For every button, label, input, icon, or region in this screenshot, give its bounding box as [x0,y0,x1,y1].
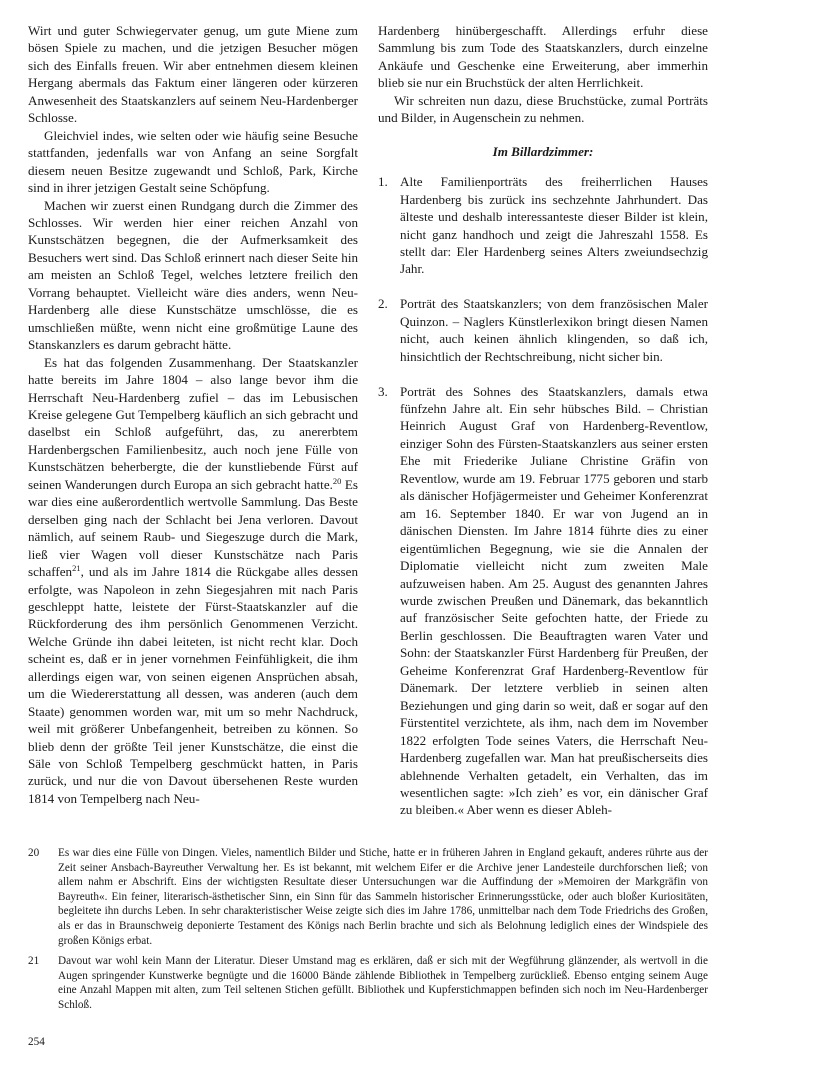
footnote-21 [28,954,708,1012]
footnote-ref-20[interactable]: 20 [332,475,342,486]
page-number: 254 [28,1036,45,1048]
left-column [28,22,358,807]
footnote-text: Davout war wohl kein Mann der Literatur. Dieser Umstand mag es erklären, daß er sich mit der Wegführung glänzender, als wertvoll in die Augen springender Kunstwerke begnügte und die 16000 Bände zählende Bibliothek in Tempelberg zurückließ. Ebenso entging seinem Auge eine Anzahl Mappen mit alten, zum Teil seltenen Stichen gefüllt. Bibliothek und Kupferstichmappen befinden sich noch im Neu-Hardenberger Schloß. [58,955,708,1011]
footnote-number: 20 [28,847,40,859]
paragraph: Hardenberg hinübergeschafft. Allerdings erfuhr diese Sammlung bis zum Tode des Staatskanzlers, durch einzelne Ankäufe und Geschenke eine Erweiterung, aber immerhin blieb sie nur ein Bruchstück der alten Herrlichkeit. [378,23,708,91]
paragraph: Wir schreiten nun dazu, diese Bruchstücke, zumal Porträts und Bilder, in Augenschein zu nehmen. [378,92,708,126]
list-item-number: 2. [378,296,388,312]
right-column [378,22,708,836]
list-item-text: Porträt des Sohnes des Staatskanzlers, damals etwa fünfzehn Jahre alt. Ein sehr hübsches Bild. – Christian Heinrich August Graf von Hardenberg-Reventlow, einziger Sohn des Fürsten-Staatskanzlers aus seiner ersten Ehe mit Friederike Juliane Christine Gräfin von Reventlow, wurde am 19. Februar 1775 geboren und starb als dänischer Hofjägermeister und Geheimer Konferenzrat am 16. September 1840. Er war von Jugend an in dänischen Diensten. Im Jahre 1814 führte dies zu einer eigentümlichen Begegnung, wie sie die Annalen der Diplomatie vielleicht nicht zum zweiten Male aufzuweisen haben. Am 25. August des genannten Jahres wurde zwischen Preußen und Dänemark, das bekanntlich auf französischer Seite gefochten hatte, der Friede zu Berlin geschlossen. Die Beauftragten waren Vater und Sohn: der Staatskanzler Fürst Hardenberg für Preußen, der Geheime Konferenzrat Graf Hardenberg-Reventlow für Dänemark. Der letztere verblieb in seinen alten Beziehungen und ging darin so weit, daß er sogar auf den Fürstentitel verzichtete, als ihm, nach dem im November 1822 erfolgten Tode seines Vaters, die Herrschaft Neu-Hardenberg zugefallen war. Man hat preußischerseits dies ablehnende Verhalten getadelt, ein Verhalten, das im wesentlichen sagte: »Ich zieh’ es vor, ein dänischer Graf zu bleiben.« Aber wenn es dieser Ableh- [400,383,708,818]
list-item [378,383,708,819]
list-item [378,295,708,365]
footnote-number: 21 [28,955,40,968]
footnote-text: Es war dies eine Fülle von Dingen. Vieles, namentlich Bilder und Stiche, hatte er in früheren Jahren in England gekauft, anderes rührte aus der Zeit seiner Ansbach-Bayreuther Verwaltung her. Es ist bekannt, mit welchem Eifer er die Archive jener Landesteile durchforschen ließ; von allem nahm er Abschrift. Eins der wichtigsten Resultate dieser Untersuchungen war die Auffindung der »Memoiren der Markgräfin von Bayreuth«. Ein feiner, literarisch-ästhetischer Sinn, ein Sinn für das Sammeln historischer Erinnerungsstücke, oder auch bloßer Kuriositäten, begleitete ihn durchs Leben. In sehr charakteristischer Weise zeigte sich dies im Jahre 1786, unmittelbar nach dem Tode Friedrichs des Großen, als er das in Braunschweig deponierte Testament des Königs nach Berlin brachte und sich als Belohnung lediglich eines der Windspiele des großen Königs erbat. [58,847,708,947]
footnotes [28,846,708,1019]
list-item-text: Alte Familienporträts des freiherrlichen Hauses Hardenberg bis zurück ins sechzehnte Jahrhundert. Das älteste und deshalb interessanteste dieser Bilder ist klein, nicht ganz handhoch und zeigt die Jahreszahl 1558. Es stellt dar: Eler Hardenberg seines Alters zweiundsechzig Jahr. [400,174,708,277]
paragraph [28,354,358,808]
paragraph-text: Es hat das folgenden Zusammenhang. Der Staatskanzler hatte bereits im Jahre 1804 – also lange bevor ihm die Herrschaft Neu-Hardenberg zufiel – das im Lebusischen Kreise gelegene Gut Tempelberg käuflich an sich gebracht und daselbst ein Schloß aufgeführt, das, zu anererbtem Hardenbergschen Familienbesitz, auch noch jene Fülle von Kunstschätzen beherbergte, die der kunstliebende Fürst auf seinen Wanderungen durch Europa an sich gebracht hatte. [28,354,358,492]
paragraph: Wirt und guter Schwiegervater genug, um gute Miene zum bösen Spiele zu machen, und die jetzigen Besucher mögen sich des Einfalls freuen. Wir aber entnehmen diesem kleinen Hergang abermals das Faktum einer längeren oder kürzeren Anwesenheit des Staatskanzlers auf seinem Neu-Hardenberger Schlosse. [28,23,358,126]
list-item-number: 1. [378,174,388,190]
list-item-text: Porträt des Staatskanzlers; von dem französischen Maler Quinzon. – Naglers Künstlerlexikon bringt diesen Namen nicht, auch keinen ähnlich klingenden, so daß ich, hinsichtlich der Rechtschreibung, nicht sicher bin. [400,296,708,364]
paragraph: Gleichviel indes, wie selten oder wie häufig seine Besuche stattfanden, jedenfalls war von Anfang an seine Sorgfalt diesem neuen Besitze zugewandt und Schloß, Park, Kirche sind in ihrer jetzigen Gestalt seine Schöpfung. [28,127,358,196]
footnote-20 [28,846,708,948]
paragraph-text: , und als im Jahre 1814 die Rückgabe alles dessen erfolgte, was Napoleon in zehn Siegesjahren mit nach Paris geschleppt hatte, leistete der Fürst-Staatskanzler auf die Rückforderung des ihm persönlich Genommenen Verzicht. Welche Gründe ihn dabei leiteten, ist nicht recht klar. Doch scheint es, daß er in jener vornehmen Feinfühligkeit, die ihm allerdings eigen war, von seinen eigenen Ansprüchen absah, um die Wiedererstattung all dessen, was anderen (auch dem Staate) genommen worden war, mit um so mehr Nachdruck, weil mit größerer Unbefangenheit, betreiben zu können. So blieb denn der größte Teil jener Kunstschätze, die einst die Säle von Schloß Tempelberg geschmückt hatten, in Paris zurück, und nur die von Davout übersehenen Reste wurden 1814 von Tempelberg nach Neu- [28,564,358,806]
section-heading: Im Billardzimmer: [492,143,594,159]
footnote-ref-21[interactable]: 21 [72,563,81,574]
paragraph-text: Es war dies eine außerordentlich wertvolle Sammlung. Das Beste derselben ging nach der Schlacht bei Jena verloren. Davout nämlich, auf seinem Raub- und Siegeszuge durch die Mark, ließ vier Wagen voll dieser Kunstschätze nach Paris schaffen [28,476,358,580]
list-item-number: 3. [378,383,388,399]
list-item [378,173,708,278]
paragraph: Machen wir zuerst einen Rundgang durch die Zimmer des Schlosses. Wir werden hier einer reichen Anzahl von Kunstschätzen begegnen, die der Aufmerksamkeit des Besuchers wert sind. Das Schloß erinnert nach dieser Seite hin am meisten an Schloß Tegel, welches letztere freilich den Vorrang behauptet. Vielleicht wäre dies anders, wenn Neu-Hardenberg alle diese Kunstschätze umschlösse, die es umschließen müßte, wenn nicht eine großmütige Laune des Stanskanzlers es darum gebracht hätte. [28,197,358,353]
